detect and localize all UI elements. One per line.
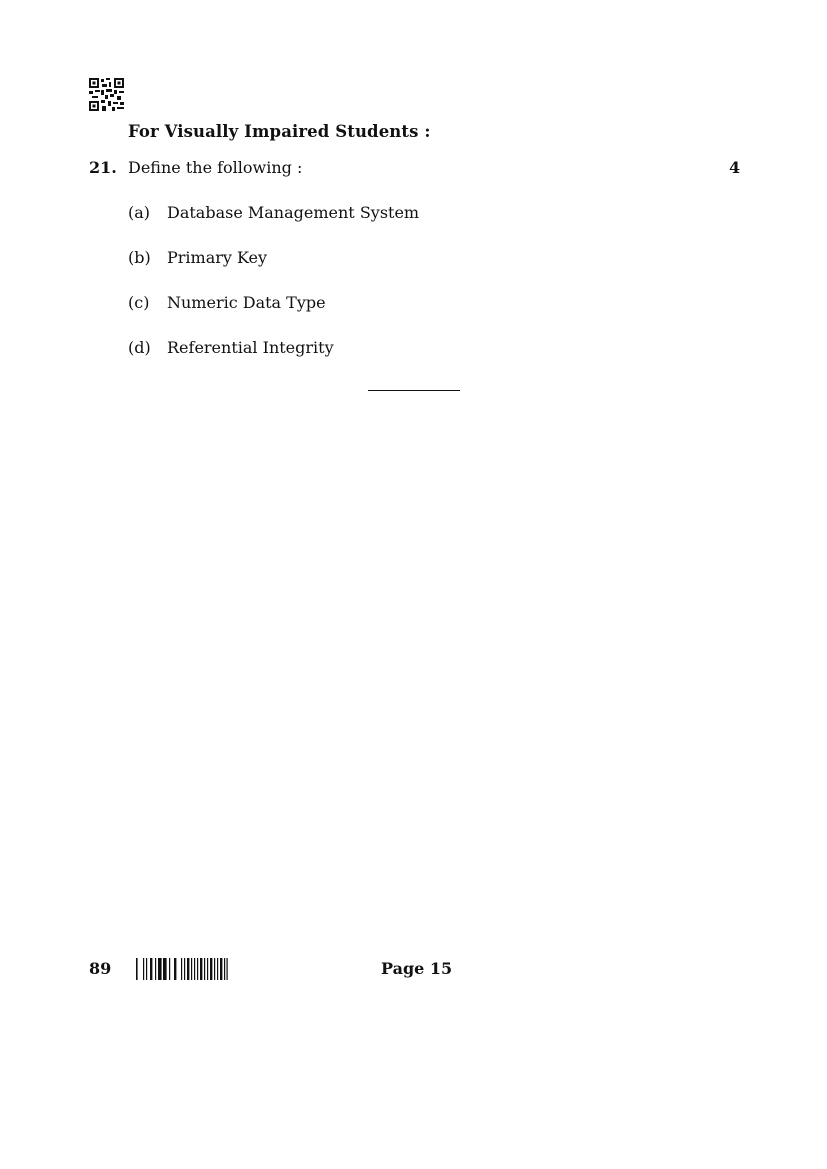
qr-code-icon [89, 78, 124, 111]
option-text: Primary Key [167, 248, 268, 267]
option-c [128, 293, 326, 312]
question-text: Define the following : [128, 158, 303, 177]
page-number: Page 15 [381, 959, 453, 978]
option-label: (c) [128, 293, 150, 312]
option-text: Numeric Data Type [167, 293, 326, 312]
option-text: Database Management System [167, 203, 420, 222]
option-label: (b) [128, 248, 151, 267]
question-marks: 4 [729, 158, 741, 177]
section-heading: For Visually Impaired Students : [128, 122, 431, 141]
question-number: 21. [89, 158, 117, 177]
end-of-section-rule [368, 390, 460, 391]
barcode-icon [136, 958, 228, 980]
paper-code: 89 [89, 959, 112, 978]
option-text: Referential Integrity [167, 338, 334, 357]
option-b [128, 248, 267, 267]
option-a [128, 203, 419, 222]
option-d [128, 338, 334, 357]
option-label: (a) [128, 203, 151, 222]
option-label: (d) [128, 338, 151, 357]
